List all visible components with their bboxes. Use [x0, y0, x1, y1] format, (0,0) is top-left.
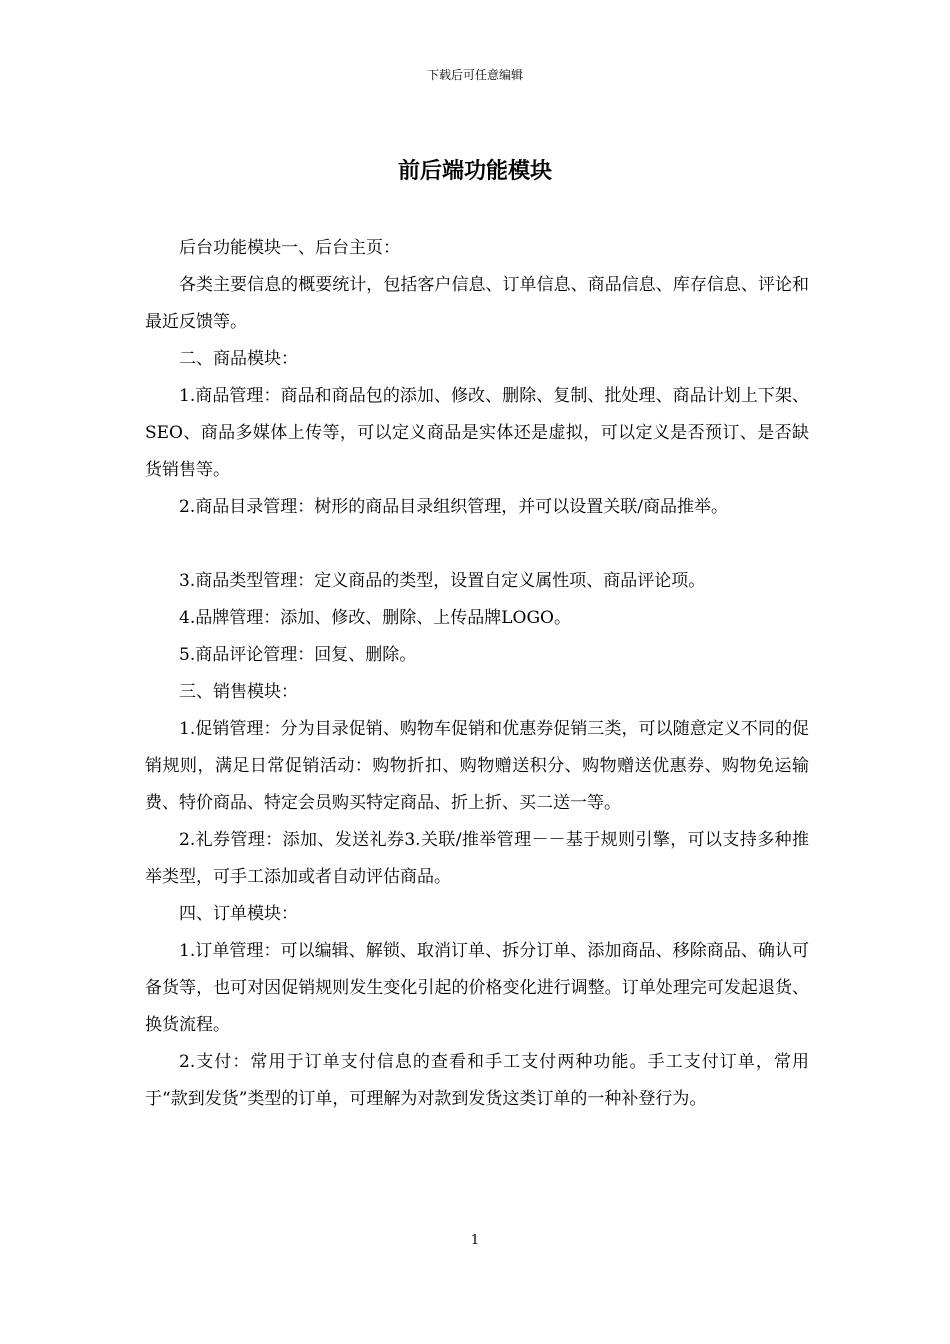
page-number: 1 — [470, 1233, 480, 1248]
section-heading-order: 四、订单模块： — [179, 904, 298, 924]
paragraph-review-management: 5.商品评论管理：回复、删除。 — [179, 645, 417, 665]
document-title: 前后端功能模块 — [397, 158, 552, 184]
paragraph-promotion-management: 1.促销管理：分为目录促销、购物车促销和优惠券促销三类，可以随意定义不同的促销规则，满足日常促销活动：购物折扣、购物赠送积分、购物赠送优惠券、购物免运输费、特价商品、特定会员购买特定商品、折上折、买二送一等。 — [145, 719, 809, 813]
paragraph-catalog-management: 2.商品目录管理：树形的商品目录组织管理，并可以设置关联/商品推举。 — [179, 497, 728, 517]
blank-line — [145, 526, 809, 563]
paragraph-coupon-management: 2.礼券管理：添加、发送礼券3.关联/推举管理－－基于规则引擎，可以支持多种推举类型，可手工添加或者自动评估商品。 — [145, 830, 809, 887]
paragraph-brand-management: 4.品牌管理：添加、修改、删除、上传品牌LOGO。 — [179, 608, 571, 628]
paragraph-order-management: 1.订单管理：可以编辑、解锁、取消订单、拆分订单、添加商品、移除商品、确认可备货等，也可对因促销规则发生变化引起的价格变化进行调整。订单处理完可发起退货、换货流程。 — [145, 941, 809, 1035]
paragraph-type-management: 3.商品类型管理：定义商品的类型，设置自定义属性项、商品评论项。 — [179, 571, 706, 591]
paragraph-product-management: 1.商品管理：商品和商品包的添加、修改、删除、复制、批处理、商品计划上下架、SEO、商品多媒体上传等，可以定义商品是实体还是虚拟，可以定义是否预订、是否缺货销售等。 — [145, 386, 809, 480]
section-heading-homepage: 后台功能模块一、后台主页： — [179, 238, 400, 258]
paragraph-homepage-summary: 各类主要信息的概要统计，包括客户信息、订单信息、商品信息、库存信息、评论和最近反馈等。 — [145, 275, 809, 332]
page-header-note: 下载后可任意编辑 — [426, 68, 523, 82]
document-body — [145, 230, 809, 1118]
section-heading-product: 二、商品模块： — [179, 349, 298, 369]
paragraph-payment: 2.支付：常用于订单支付信息的查看和手工支付两种功能。手工支付订单，常用于“款到发货”类型的订单，可理解为对款到发货这类订单的一种补登行为。 — [145, 1052, 809, 1109]
section-heading-sales: 三、销售模块： — [179, 682, 298, 702]
